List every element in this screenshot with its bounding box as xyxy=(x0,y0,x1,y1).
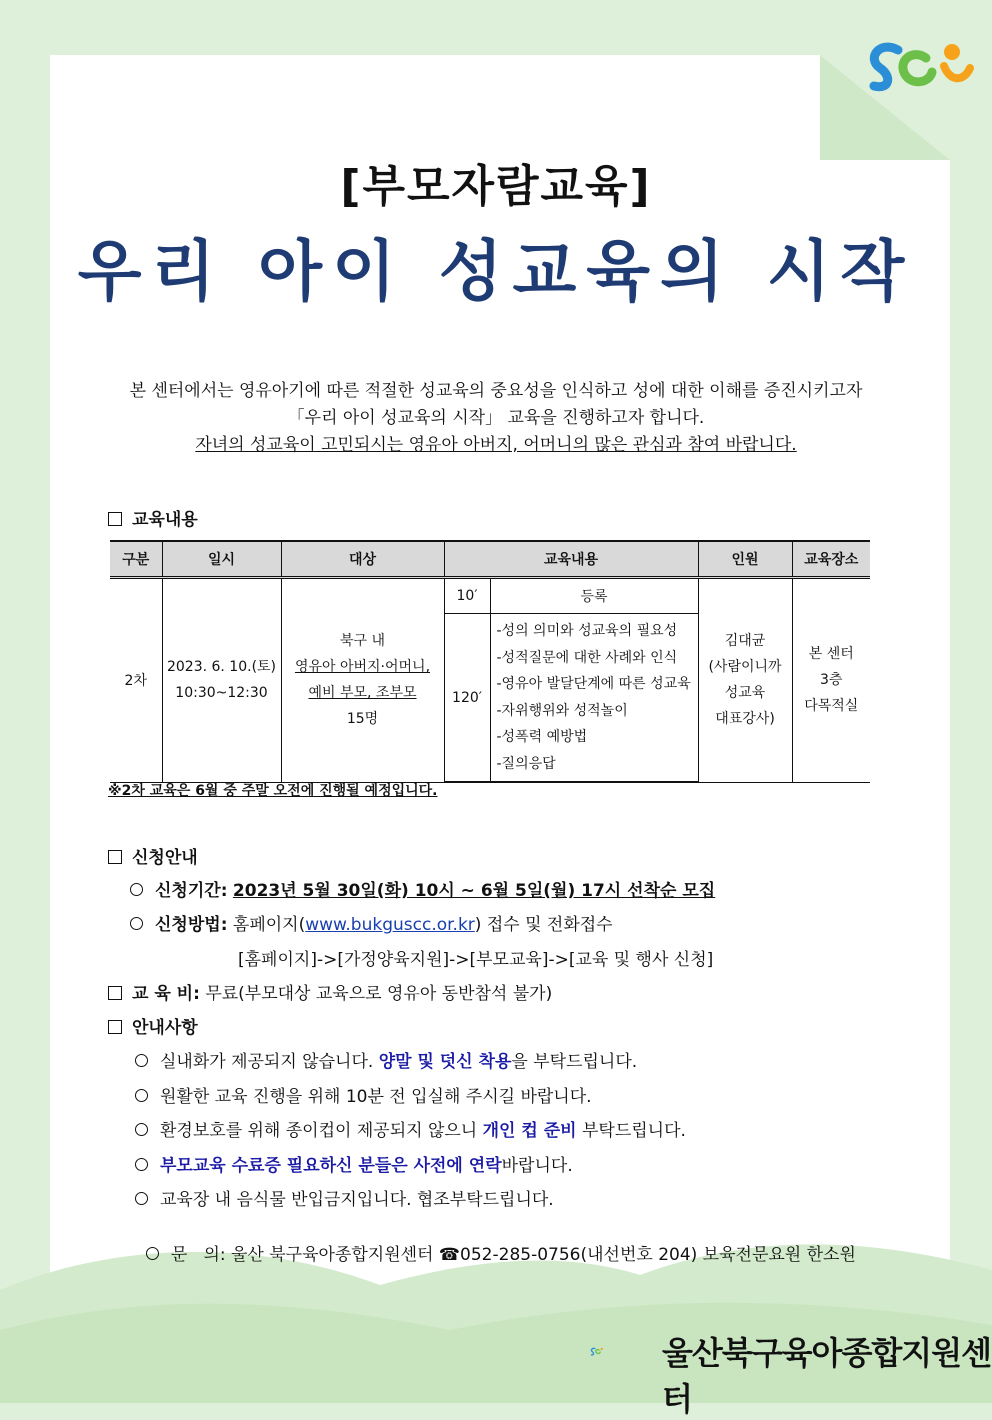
header-instructor: 인원 xyxy=(698,541,792,578)
footer-org-name: 울산북구육아종합지원센터 xyxy=(662,1334,992,1418)
notice-item: 교육장 내 음식물 반입금지입니다. 협조부탁드립니다. xyxy=(135,1185,554,1210)
content-item: -성적질문에 대한 사례와 인식 xyxy=(496,649,678,666)
footer-logo-icon xyxy=(590,1322,660,1382)
education-schedule-table xyxy=(110,540,870,783)
section-content-heading: 교육내용 xyxy=(108,505,198,530)
program-category-title: [부모자람교육] xyxy=(340,161,652,212)
header-target: 대상 xyxy=(281,541,444,578)
header-session: 구분 xyxy=(110,541,162,578)
bullet-circle-icon xyxy=(135,1123,148,1136)
notice-item: 환경보호를 위해 종이컵이 제공되지 않으니 개인 컵 준비 부탁드립니다. xyxy=(135,1116,686,1141)
checkbox-square-icon xyxy=(108,986,122,1000)
section-notice-heading: 안내사항 xyxy=(108,1013,198,1038)
content-item: -질의응답 xyxy=(496,755,556,772)
checkbox-square-icon xyxy=(108,512,122,526)
bullet-circle-icon xyxy=(135,1054,148,1067)
table-header-row xyxy=(110,541,870,578)
bullet-circle-icon xyxy=(130,883,143,896)
header-place: 교육장소 xyxy=(792,541,870,578)
intro-line-1: 본 센터에서는 영유아기에 따른 적절한 성교육의 중요성을 인식하고 성에 대한 이해를 증진시키고자 xyxy=(129,381,863,401)
bullet-circle-icon xyxy=(130,917,143,930)
content-item: -영유아 발달단계에 따른 성교육 xyxy=(496,676,691,692)
header-content: 교육내용 xyxy=(444,541,698,578)
intro-line-2: 「우리 아이 성교육의 시작」 교육을 진행하고자 합니다. xyxy=(287,408,705,428)
cell-registration: 등록 xyxy=(490,578,698,614)
content-item: -성의 의미와 성교육의 필요성 xyxy=(496,623,678,639)
notice-item: 원활한 교육 진행을 위해 10분 전 입실해 주시길 바랍니다. xyxy=(135,1082,592,1107)
cell-target: 북구 내 영유아 아버지·어머니, 예비 부모, 조부모 15명 xyxy=(281,578,444,783)
center-logo-icon xyxy=(860,30,980,100)
apply-method-line: 신청방법: 홈페이지(www.bukguscc.or.kr) 접수 및 전화접수 xyxy=(130,910,613,935)
fee-line: 교 육 비: 무료(부모대상 교육으로 영유아 동반참석 불가) xyxy=(108,979,552,1004)
apply-period-value: 2023년 5월 30일(화) 10시 ~ 6월 5일(월) 17시 선착순 모집 xyxy=(232,881,716,901)
apply-method-path: [홈페이지]->[가정양육지원]->[부모교육]->[교육 및 행사 신청] xyxy=(238,950,714,970)
intro-line-3: 자녀의 성교육이 고민되시는 영유아 아버지, 어머니의 많은 관심과 참여 바랍니다. xyxy=(195,435,797,455)
bullet-circle-icon xyxy=(135,1089,148,1102)
bullet-circle-icon xyxy=(135,1158,148,1171)
notice-item: 실내화가 제공되지 않습니다. 양말 및 덧신 착용을 부탁드립니다. xyxy=(135,1047,637,1072)
program-main-title: 우리 아이 성교육의 시작 xyxy=(77,233,915,310)
checkbox-square-icon xyxy=(108,850,122,864)
cell-duration-main: 120′ xyxy=(444,614,490,783)
intro-text xyxy=(80,378,912,459)
content-item: -자위행위와 성적놀이 xyxy=(496,702,628,719)
cell-content-list xyxy=(490,614,698,783)
content-item: -성폭력 예방법 xyxy=(496,729,588,745)
cell-session: 2차 xyxy=(110,578,162,783)
notice-item: 문 의: 울산 북구육아종합지원센터 ☎052-285-0756(내선번호 204) 보육전문요원 한소원 xyxy=(135,1220,856,1265)
cell-datetime: 2023. 6. 10.(토) 10:30~12:30 xyxy=(162,578,281,783)
apply-period-line: 신청기간: 2023년 5월 30일(화) 10시 ~ 6월 5일(월) 17시 선착순 모집 xyxy=(130,876,715,901)
schedule-note: ※2차 교육은 6월 중 주말 오전에 진행될 예정입니다. xyxy=(108,783,438,799)
cell-duration-registration: 10′ xyxy=(444,578,490,614)
checkbox-square-icon xyxy=(108,1020,122,1034)
header-datetime: 일시 xyxy=(162,541,281,578)
cell-instructor: 김대균 (사람이니까 성교육 대표강사) xyxy=(698,578,792,783)
notice-item: 부모교육 수료증 필요하신 분들은 사전에 연락바랍니다. xyxy=(135,1151,573,1176)
table-row xyxy=(110,578,870,614)
bullet-circle-icon xyxy=(146,1247,159,1260)
homepage-link[interactable]: www.bukguscc.or.kr xyxy=(305,915,475,935)
cell-place: 본 센터 3층 다목적실 xyxy=(792,578,870,783)
section-apply-heading: 신청안내 xyxy=(108,843,198,868)
bullet-circle-icon xyxy=(135,1192,148,1205)
